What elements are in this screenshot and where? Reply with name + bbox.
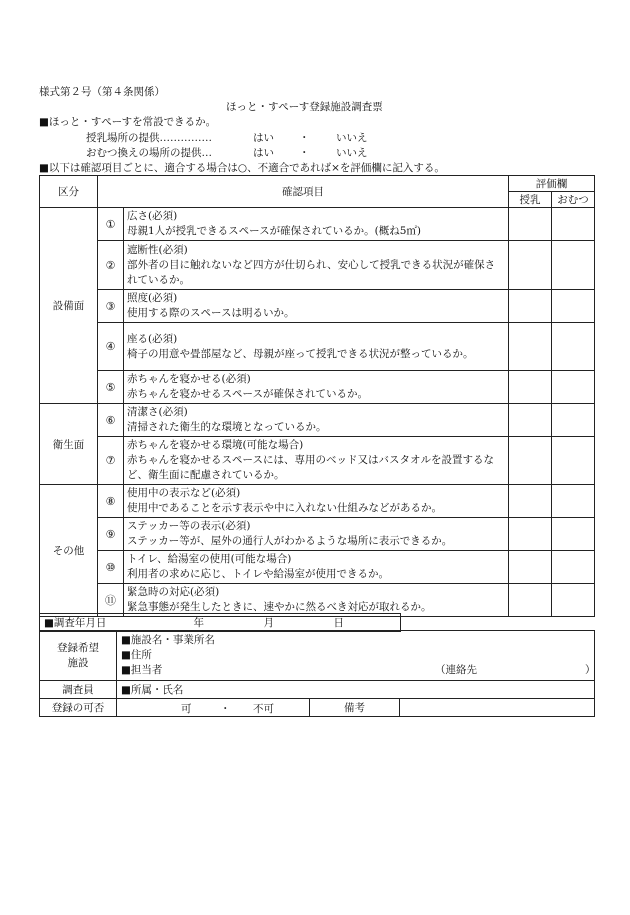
facility-phone-open: （連絡先 bbox=[435, 664, 477, 676]
item-number: ⑩ bbox=[98, 551, 124, 584]
survey-date-month[interactable]: 月 bbox=[260, 614, 330, 632]
eval-nursing-cell[interactable] bbox=[509, 371, 552, 404]
item-title: ステッカー等の表示(必須) bbox=[127, 520, 251, 532]
item-text: 赤ちゃんを寝かせるスペースには、専用のベッド又はバスタオルを設置するなど、衛生面に配慮されているか。 bbox=[127, 454, 494, 481]
item-title: 清潔さ(必須) bbox=[127, 406, 188, 418]
eval-nursing-cell[interactable] bbox=[509, 208, 552, 241]
eval-diaper-cell[interactable] bbox=[552, 485, 595, 518]
check-item-8 bbox=[124, 485, 509, 518]
item-title: 遮断性(必須) bbox=[127, 243, 188, 256]
approval-label: 登録の可否 bbox=[40, 699, 117, 717]
check-item-3 bbox=[124, 290, 509, 323]
eval-diaper-cell[interactable] bbox=[552, 371, 595, 404]
eval-diaper-cell[interactable] bbox=[552, 404, 595, 437]
item-number: ④ bbox=[98, 323, 124, 371]
q1-row-nursing-label: 授乳場所の提供…………… bbox=[86, 132, 212, 144]
check-item-10 bbox=[124, 551, 509, 584]
item-title: 座る(必須) bbox=[127, 332, 178, 345]
group-hygiene: 衛生面 bbox=[40, 404, 98, 485]
form-number: 様式第２号（第４条関係） bbox=[39, 86, 165, 98]
item-text: 清掃された衛生的な環境となっているか。 bbox=[127, 421, 327, 433]
check-item-6 bbox=[124, 404, 509, 437]
item-number: ① bbox=[98, 208, 124, 241]
registration-table bbox=[39, 630, 595, 717]
item-title: 赤ちゃんを寝かせる環境(可能な場合) bbox=[127, 439, 304, 451]
item-text: 使用する際のスペースは明るいか。 bbox=[127, 307, 295, 319]
facility-address-label: ■住所 bbox=[121, 649, 152, 661]
item-number: ⑪ bbox=[98, 584, 124, 617]
check-item-9 bbox=[124, 518, 509, 551]
instruction-text: ■以下は確認項目ごとに、適合する場合は○、不適合であれば×を評価欄に記入する。 bbox=[39, 162, 445, 174]
eval-diaper-cell[interactable] bbox=[552, 290, 595, 323]
q1-row-diaper-dot: ・ bbox=[299, 147, 310, 159]
approval-choice-cell[interactable] bbox=[117, 699, 310, 717]
document-title: ほっと・すぺーす登録施設調査票 bbox=[226, 101, 383, 113]
check-item-1 bbox=[124, 208, 509, 241]
eval-nursing-cell[interactable] bbox=[509, 404, 552, 437]
q1-row-nursing-dot: ・ bbox=[299, 132, 310, 144]
survey-date-day[interactable]: 日 bbox=[330, 614, 401, 632]
item-number: ③ bbox=[98, 290, 124, 323]
item-title: 緊急時の対応(必須) bbox=[127, 586, 220, 598]
q1-row-nursing-yes[interactable]: はい bbox=[253, 132, 274, 144]
eval-nursing-cell[interactable] bbox=[509, 241, 552, 290]
header-category: 区分 bbox=[40, 176, 98, 208]
eval-nursing-cell[interactable] bbox=[509, 437, 552, 485]
item-text: 部外者の目に触れないなど四方が仕切られ、安心して授乳できる状況が確保されているか。 bbox=[127, 258, 496, 286]
eval-nursing-cell[interactable] bbox=[509, 518, 552, 551]
item-title: トイレ、給湯室の使用(可能な場合) bbox=[127, 553, 292, 565]
item-number: ⑧ bbox=[98, 485, 124, 518]
remarks-label: 備考 bbox=[310, 699, 400, 717]
approval-ok[interactable]: 可 bbox=[181, 703, 192, 715]
check-item-11 bbox=[124, 584, 509, 617]
facility-label bbox=[40, 631, 117, 681]
check-table bbox=[39, 175, 595, 617]
item-title: 赤ちゃんを寝かせる(必須) bbox=[127, 373, 251, 385]
check-item-7 bbox=[124, 437, 509, 485]
eval-diaper-cell[interactable] bbox=[552, 518, 595, 551]
approval-dot: ・ bbox=[220, 703, 231, 715]
item-text: 利用者の求めに応じ、トイレや給湯室が使用できるか。 bbox=[127, 568, 389, 580]
facility-info-cell[interactable] bbox=[117, 631, 595, 681]
survey-date-label: ■調査年月日 bbox=[40, 614, 190, 632]
group-other: その他 bbox=[40, 485, 98, 617]
header-eval-nursing: 授乳 bbox=[509, 192, 552, 208]
eval-nursing-cell[interactable] bbox=[509, 551, 552, 584]
remarks-field[interactable] bbox=[400, 699, 595, 717]
item-number: ⑨ bbox=[98, 518, 124, 551]
item-number: ② bbox=[98, 241, 124, 290]
eval-nursing-cell[interactable] bbox=[509, 290, 552, 323]
item-number: ⑥ bbox=[98, 404, 124, 437]
survey-date-year[interactable]: 年 bbox=[190, 614, 260, 632]
item-number: ⑤ bbox=[98, 371, 124, 404]
item-text: ステッカー等が、屋外の通行人がわかるような場所に表示できるか。 bbox=[127, 535, 453, 547]
check-item-4 bbox=[124, 323, 509, 371]
approval-ng[interactable]: 不可 bbox=[253, 703, 274, 715]
item-text: 緊急事態が発生したときに、速やかに然るべき対応が取れるか。 bbox=[127, 601, 432, 613]
check-item-5 bbox=[124, 371, 509, 404]
eval-diaper-cell[interactable] bbox=[552, 437, 595, 485]
item-text: 赤ちゃんを寝かせるスペースが確保されているか。 bbox=[127, 388, 368, 400]
header-eval: 評価欄 bbox=[509, 176, 595, 192]
item-text: 椅子の用意や畳部屋など、母親が座って授乳できる状況が整っているか。 bbox=[127, 347, 474, 360]
surveyor-label: 調査員 bbox=[40, 681, 117, 699]
eval-nursing-cell[interactable] bbox=[509, 485, 552, 518]
eval-nursing-cell[interactable] bbox=[509, 323, 552, 371]
eval-diaper-cell[interactable] bbox=[552, 208, 595, 241]
eval-diaper-cell[interactable] bbox=[552, 584, 595, 617]
facility-contact-label: ■担当者 bbox=[121, 664, 163, 676]
facility-name-label: ■施設名・事業所名 bbox=[121, 634, 215, 646]
header-eval-diaper: おむつ bbox=[552, 192, 595, 208]
q1-row-diaper-label: おむつ換えの場所の提供… bbox=[86, 147, 212, 159]
group-facility: 設備面 bbox=[40, 208, 98, 404]
item-title: 照度(必須) bbox=[127, 292, 178, 304]
item-text: 使用中であることを示す表示や中に入れない仕組みなどがあるか。 bbox=[127, 502, 442, 514]
facility-label-line2: 施設 bbox=[67, 656, 89, 669]
item-text: 母親1人が授乳できるスペースが確保されているか。(概ね5㎡) bbox=[127, 225, 422, 237]
q1-row-diaper-yes[interactable]: はい bbox=[253, 147, 274, 159]
item-title: 使用中の表示など(必須) bbox=[127, 487, 241, 499]
q1-row-diaper-no[interactable]: いいえ bbox=[336, 147, 368, 159]
q1-row-nursing-no[interactable]: いいえ bbox=[336, 132, 368, 144]
facility-phone-close: ） bbox=[585, 664, 596, 676]
facility-label-line1: 登録希望 bbox=[57, 641, 99, 654]
item-number: ⑦ bbox=[98, 437, 124, 485]
header-items: 確認項目 bbox=[98, 176, 509, 208]
eval-diaper-cell[interactable] bbox=[552, 551, 595, 584]
eval-nursing-cell[interactable] bbox=[509, 584, 552, 617]
q1-heading: ■ほっと・すぺーすを常設できるか。 bbox=[39, 116, 217, 128]
surveyor-field[interactable]: ■所属・氏名 bbox=[117, 681, 595, 699]
eval-diaper-cell[interactable] bbox=[552, 323, 595, 371]
eval-diaper-cell[interactable] bbox=[552, 241, 595, 290]
item-title: 広さ(必須) bbox=[127, 210, 178, 222]
check-item-2 bbox=[124, 241, 509, 290]
